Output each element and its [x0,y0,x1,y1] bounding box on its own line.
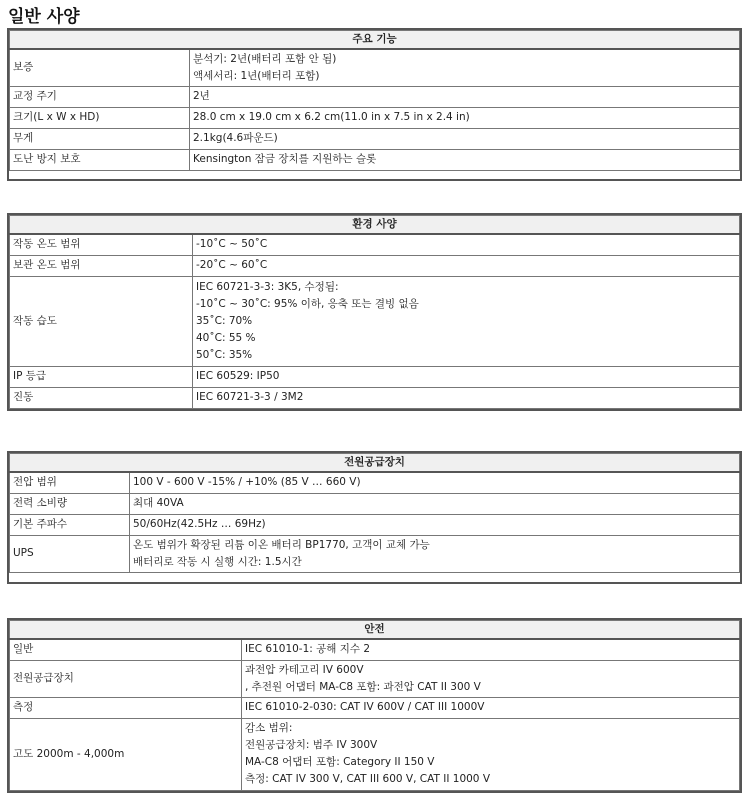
table-row [10,86,740,107]
row-label: 보증 [10,49,190,86]
table-spacer-row [10,572,740,582]
spec-table-power-supply [7,451,742,584]
table-row [10,660,740,697]
row-value: 50/60Hz(42.5Hz … 69Hz) [130,514,740,535]
row-label: 전압 범위 [10,472,130,493]
row-label: 측정 [10,697,242,718]
row-label: 고도 2000m - 4,000m [10,718,242,790]
value-line: MA-C8 어댑터 포함: Category II 150 V [245,756,435,768]
table-row [10,472,740,493]
row-value [130,535,740,572]
row-value: IEC 60529: IP50 [193,366,740,387]
row-value: IEC 60721-3-3 / 3M2 [193,387,740,408]
table-row [10,366,740,387]
value-line: 분석기: 2년(배터리 포함 안 됨) [193,52,337,65]
row-label: 도난 방지 보호 [10,149,190,170]
table-heading: 환경 사양 [10,216,740,235]
value-line: 배터리로 작동 시 실행 시간: 1.5시간 [133,555,302,568]
table-row [10,493,740,514]
value-line: 전원공급장치: 범주 IV 300V [245,739,378,751]
row-label: 진동 [10,387,193,408]
table-row [10,697,740,718]
table-heading: 전원공급장치 [10,454,740,473]
row-label: 전력 소비량 [10,493,130,514]
row-value: -10˚C ~ 50˚C [193,234,740,255]
table-row [10,718,740,790]
row-value [242,718,740,790]
row-label: 작동 온도 범위 [10,234,193,255]
table-spacer-row [10,170,740,179]
row-value [190,49,740,86]
table-row [10,49,740,86]
table-heading: 안전 [10,621,740,640]
spec-table-environment [7,213,742,411]
table-heading: 주요 기능 [10,31,740,50]
row-label: 크기(L x W x HD) [10,107,190,128]
table-row [10,107,740,128]
row-value: 28.0 cm x 19.0 cm x 6.2 cm(11.0 in x 7.5 in x 2.4 in) [190,107,740,128]
row-label: IP 등급 [10,366,193,387]
value-line: 측정: CAT IV 300 V, CAT III 600 V, CAT II 1000 V [245,773,491,785]
row-value: 2.1kg(4.6파운드) [190,128,740,149]
value-line: 감소 범위: [245,722,293,734]
spec-table-main-features [7,28,742,181]
table-row [10,276,740,366]
row-value: 100 V - 600 V -15% / +10% (85 V … 660 V) [130,472,740,493]
value-line: 50˚C: 35% [196,348,253,361]
page-title: 일반 사양 [8,7,80,27]
row-label: UPS [10,535,130,572]
table-row [10,514,740,535]
row-value [193,276,740,366]
row-value: -20˚C ~ 60˚C [193,255,740,276]
table-row [10,255,740,276]
row-label: 보관 온도 범위 [10,255,193,276]
value-line: 온도 범위가 확장된 리튬 이온 배터리 BP1770, 고객이 교체 가능 [133,538,430,551]
row-value: IEC 61010-2-030: CAT IV 600V / CAT III 1000V [242,697,740,718]
table-row [10,234,740,255]
row-label: 전원공급장치 [10,660,242,697]
row-value: IEC 61010-1: 공해 지수 2 [242,639,740,660]
table-row [10,387,740,408]
row-label: 무게 [10,128,190,149]
value-line: 액세서리: 1년(배터리 포함) [193,69,320,82]
row-label: 교정 주기 [10,86,190,107]
value-line: -10˚C ~ 30˚C: 95% 이하, 응축 또는 결빙 없음 [196,297,419,310]
value-line: 과전압 카테고리 IV 600V [245,663,364,676]
row-label: 일반 [10,639,242,660]
value-line: 40˚C: 55 % [196,331,256,344]
value-line: IEC 60721-3-3: 3K5, 수정됨: [196,280,339,293]
table-row [10,128,740,149]
value-line: , 추전원 어댑터 MA-C8 포함: 과전압 CAT II 300 V [245,680,481,693]
value-line: 35˚C: 70% [196,314,253,327]
spec-table-safety [7,618,742,793]
row-value [242,660,740,697]
row-label: 기본 주파수 [10,514,130,535]
row-label: 작동 습도 [10,276,193,366]
row-value: Kensington 잠금 장치를 지원하는 슬롯 [190,149,740,170]
row-value: 최대 40VA [130,493,740,514]
table-row [10,149,740,170]
table-row [10,639,740,660]
row-value: 2년 [190,86,740,107]
table-row [10,535,740,572]
